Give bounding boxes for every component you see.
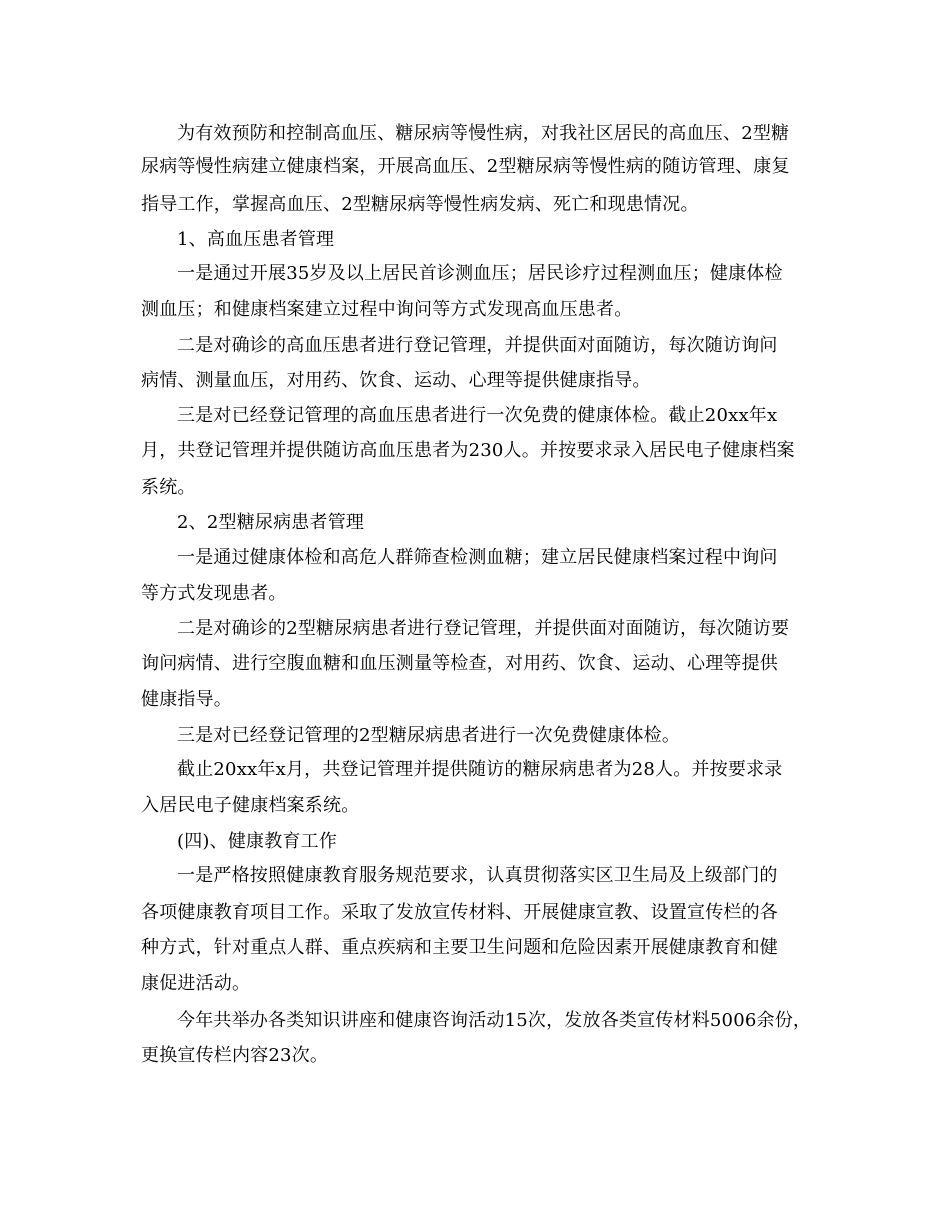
text-line: 为有效预防和控制高血压、糖尿病等慢性病，对我社区居民的高血压、2型糖 [177, 123, 790, 144]
text-line: 指导工作，掌握高血压、2型糖尿病等慢性病发病、死亡和现患情况。 [141, 194, 699, 215]
text-line: 二是对确诊的2型糖尿病患者进行登记管理，并提供面对面随访，每次随访要 [177, 618, 790, 639]
text-line: 三是对已经登记管理的2型糖尿病患者进行一次免费健康体检。 [177, 725, 681, 746]
text-line: 今年共举办各类知识讲座和健康咨询活动15次，发放各类宣传材料5006余份， [177, 1010, 812, 1031]
text-line: 种方式，针对重点人群、重点疾病和主要卫生问题和危险因素开展健康教育和健 [141, 937, 778, 958]
section-heading: 1、高血压患者管理 [177, 229, 335, 250]
text-line: 询问病情、进行空腹血糖和血压测量等检查，对用药、饮食、运动、心理等提供 [141, 653, 778, 674]
text-line: 系统。 [141, 477, 196, 498]
text-line: 月，共登记管理并提供随访高血压患者为230人。并按要求录入居民电子健康档案 [141, 440, 795, 461]
text-line: 康促进活动。 [141, 973, 251, 994]
text-line: 一是通过健康体检和高危人群筛查检测血糖；建立居民健康档案过程中询问 [177, 547, 778, 568]
text-line: 一是严格按照健康教育服务规范要求，认真贯彻落实区卫生局及上级部门的 [177, 865, 778, 886]
text-line: 截止20xx年x月，共登记管理并提供随访的糖尿病患者为28人。并按要求录 [177, 759, 783, 780]
section-heading: (四)、健康教育工作 [177, 831, 338, 852]
text-line: 等方式发现患者。 [141, 583, 287, 604]
text-line: 健康指导。 [141, 689, 232, 710]
text-line: 病情、测量血压，对用药、饮食、运动、心理等提供健康指导。 [141, 370, 651, 391]
text-line: 二是对确诊的高血压患者进行登记管理，并提供面对面随访，每次随访询问 [177, 335, 778, 356]
text-line: 测血压；和健康档案建立过程中询问等方式发现高血压患者。 [141, 299, 633, 320]
section-heading: 2、2型糖尿病患者管理 [177, 512, 365, 533]
text-line: 更换宣传栏内容23次。 [141, 1045, 329, 1066]
text-line: 各项健康教育项目工作。采取了发放宣传材料、开展健康宣教、设置宣传栏的各 [141, 902, 778, 923]
text-line: 尿病等慢性病建立健康档案，开展高血压、2型糖尿病等慢性病的随访管理、康复 [141, 156, 790, 177]
text-line: 三是对已经登记管理的高血压患者进行一次免费的健康体检。截止20xx年x [177, 405, 778, 426]
text-line: 入居民电子健康档案系统。 [141, 795, 360, 816]
text-line: 一是通过开展35岁及以上居民首诊测血压；居民诊疗过程测血压；健康体检 [177, 263, 783, 284]
